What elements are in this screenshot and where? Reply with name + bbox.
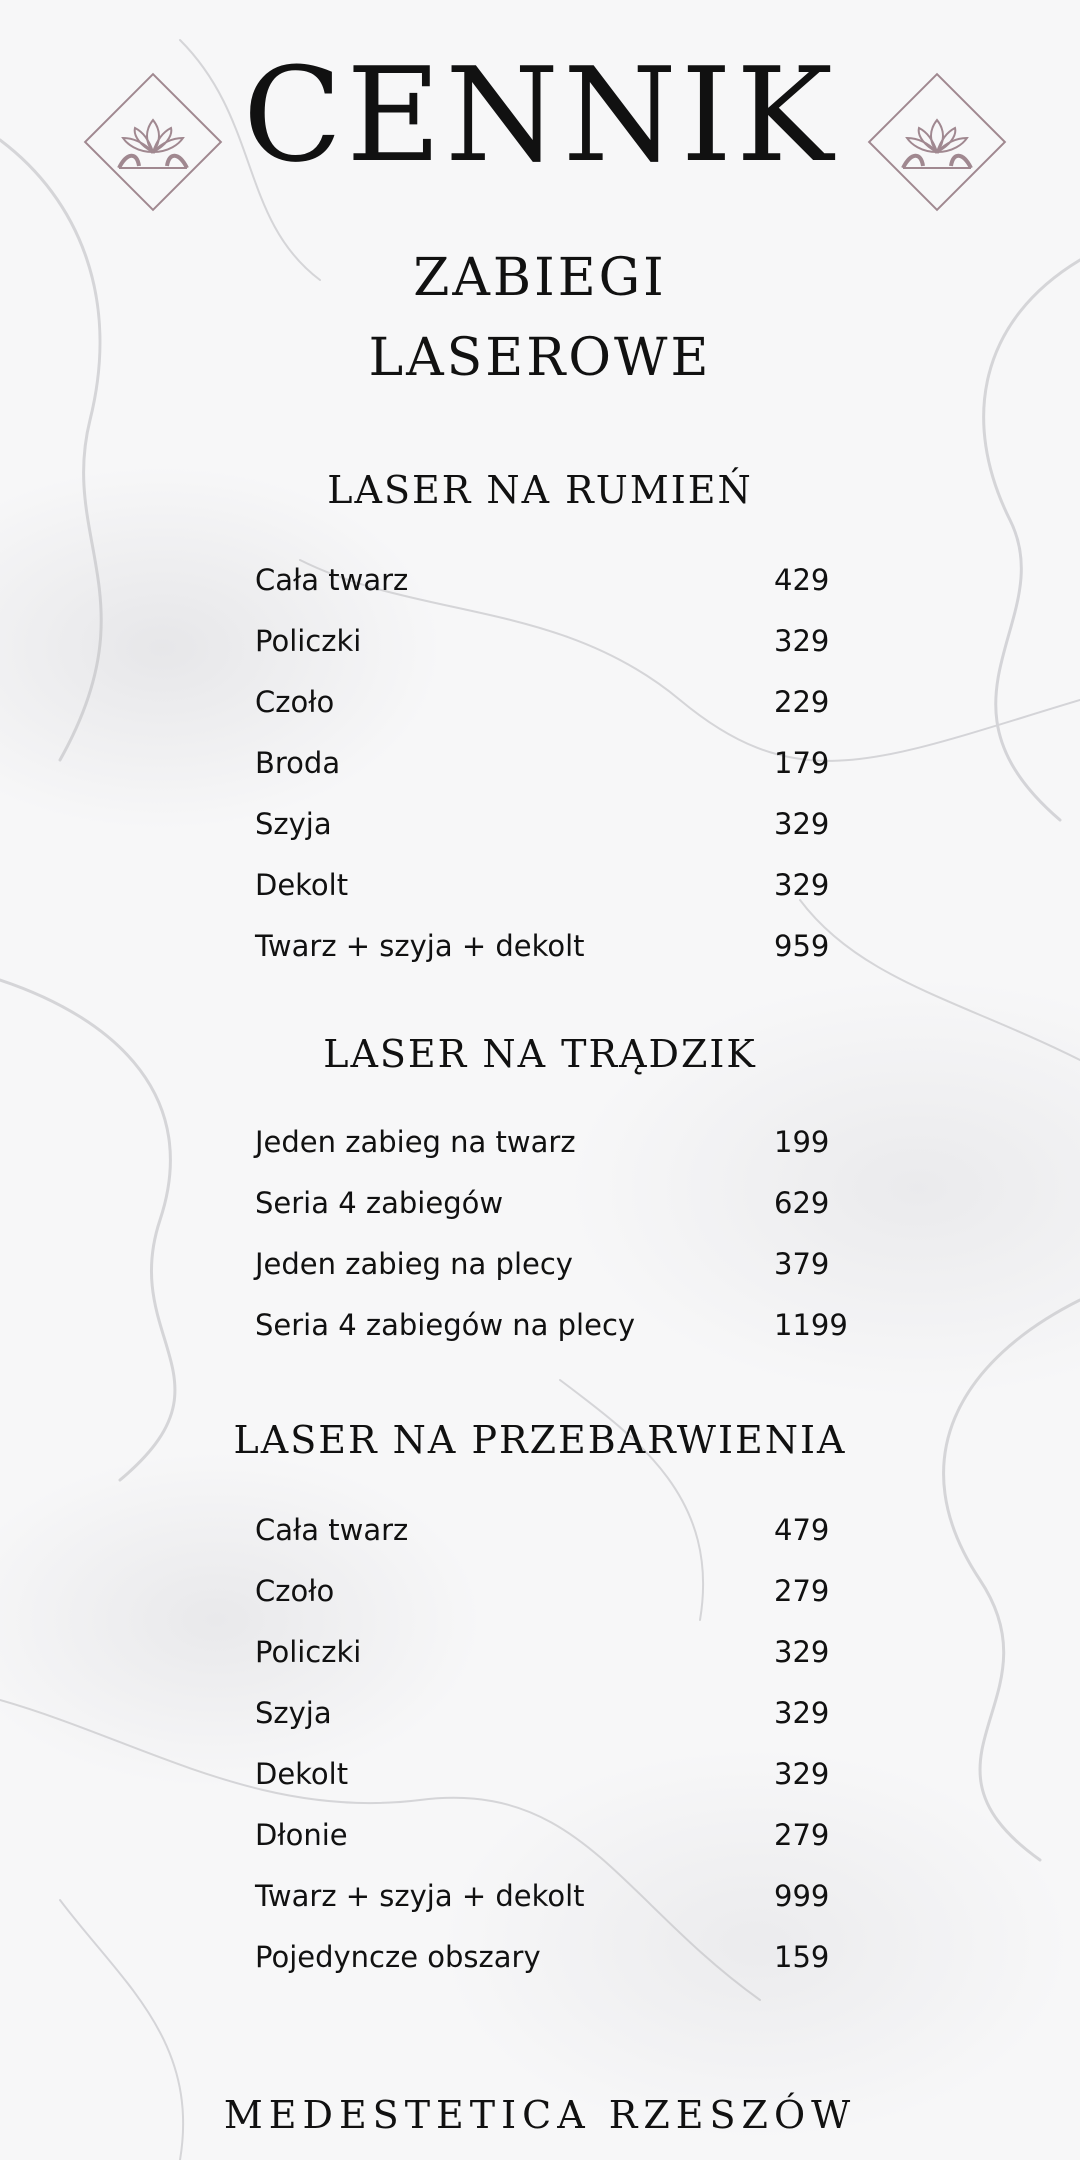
item-name: Policzki xyxy=(255,624,362,658)
item-name: Seria 4 zabiegów na plecy xyxy=(255,1308,636,1342)
price-row xyxy=(255,743,875,804)
item-name: Szyja xyxy=(255,1696,332,1730)
price-row xyxy=(255,1876,875,1937)
item-price: 329 xyxy=(774,807,830,841)
item-price: 329 xyxy=(774,1635,830,1669)
price-row xyxy=(255,1244,875,1305)
item-price: 179 xyxy=(774,746,830,780)
item-price: 379 xyxy=(774,1247,830,1281)
price-row xyxy=(255,804,875,865)
item-name: Dłonie xyxy=(255,1818,348,1852)
price-list-rumien xyxy=(255,560,875,987)
item-name: Cała twarz xyxy=(255,1513,409,1547)
item-name: Jeden zabieg na plecy xyxy=(255,1247,573,1281)
item-price: 959 xyxy=(774,929,830,963)
price-row xyxy=(255,1571,875,1632)
price-list-tradzik xyxy=(255,1122,875,1366)
page-title: CENNIK xyxy=(242,39,838,191)
item-price: 199 xyxy=(774,1125,830,1159)
item-price: 329 xyxy=(774,1696,830,1730)
item-price: 279 xyxy=(774,1818,830,1852)
item-name: Broda xyxy=(255,746,341,780)
price-row xyxy=(255,1815,875,1876)
item-price: 429 xyxy=(774,563,830,597)
price-row xyxy=(255,560,875,621)
page-subtitle xyxy=(0,238,1080,398)
item-name: Policzki xyxy=(255,1635,362,1669)
price-row xyxy=(255,1693,875,1754)
section-title-rumien: LASER NA RUMIEŃ xyxy=(327,468,753,512)
section-title-przebarwienia: LASER NA PRZEBARWIENIA xyxy=(233,1418,847,1462)
price-row xyxy=(255,682,875,743)
price-list-przebarwienia xyxy=(255,1510,875,1998)
price-row xyxy=(255,1937,875,1998)
price-row xyxy=(255,1183,875,1244)
lotus-logo-icon xyxy=(867,72,1007,212)
item-name: Seria 4 zabiegów xyxy=(255,1186,504,1220)
price-row xyxy=(255,1510,875,1571)
item-name: Czoło xyxy=(255,685,335,719)
item-name: Twarz + szyja + dekolt xyxy=(255,929,585,963)
price-row xyxy=(255,1632,875,1693)
item-price: 329 xyxy=(774,868,830,902)
item-price: 329 xyxy=(774,624,830,658)
item-price: 479 xyxy=(774,1513,830,1547)
item-price: 159 xyxy=(774,1940,830,1974)
price-row xyxy=(255,621,875,682)
item-name: Cała twarz xyxy=(255,563,409,597)
item-price: 229 xyxy=(774,685,830,719)
subtitle-line-2: LASEROWE xyxy=(368,328,712,388)
item-price: 279 xyxy=(774,1574,830,1608)
price-row xyxy=(255,1305,875,1366)
item-name: Dekolt xyxy=(255,1757,349,1791)
price-row xyxy=(255,865,875,926)
item-name: Twarz + szyja + dekolt xyxy=(255,1879,585,1913)
price-row xyxy=(255,926,875,987)
price-row xyxy=(255,1754,875,1815)
section-title-tradzik: LASER NA TRĄDZIK xyxy=(323,1032,757,1076)
item-name: Szyja xyxy=(255,807,332,841)
item-price: 329 xyxy=(774,1757,830,1791)
item-name: Pojedyncze obszary xyxy=(255,1940,541,1974)
footer-brand: MEDESTETICA RZESZÓW xyxy=(223,2093,857,2137)
item-price: 1199 xyxy=(774,1308,848,1342)
subtitle-line-1: ZABIEGI xyxy=(413,248,667,308)
item-price: 629 xyxy=(774,1186,830,1220)
item-name: Dekolt xyxy=(255,868,349,902)
item-name: Czoło xyxy=(255,1574,335,1608)
price-row xyxy=(255,1122,875,1183)
item-price: 999 xyxy=(774,1879,830,1913)
item-name: Jeden zabieg na twarz xyxy=(255,1125,576,1159)
